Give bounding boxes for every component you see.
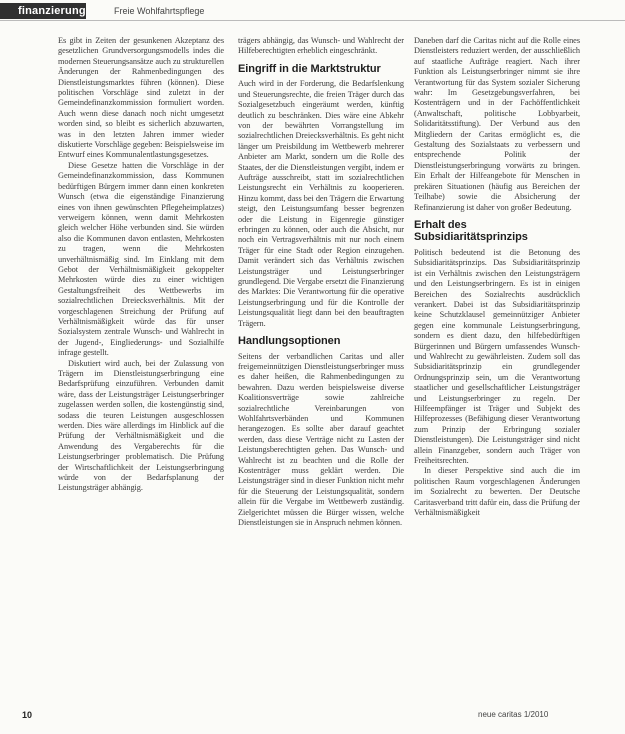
paragraph: Seitens der verbandlichen Caritas und aller freigemeinnützigen Dienstleistungserbringer muss es daher heißen, die Rahmenbedingungen zu bewahren. Dazu werden beispielsweise diverse Koalitionsverträge sowie zahlreiche sozialrechtliche Vereinbarungen von Wohlfahrtsverbänden und Kommunen herangezogen. Es sollte aber darauf geachtet werden, dass diese Verträge nicht zu Lasten der Leistungsberechtigten gehen. Das Wunsch- und Wahlrecht ist zu beachten und die Rolle der Kostenträger muss geklärt werden. Die Leistungsträger sind in dieser Funktion nicht mehr für die Steuerung der Leistungsqualität, sondern allein für die Vergabe im Wettbewerb zuständig. Zielgerichtet müssen die Bürger wissen, welche Dienstleistungen sie in Anspruch nehmen können. — [238, 351, 404, 528]
text-column-3 — [414, 36, 580, 518]
paragraph: In dieser Perspektive sind auch die im politischen Raum vorgeschlagenen Änderungen im Sozialrecht zu bewerten. Der Deutsche Caritasverband tritt dafür ein, dass die Prüfung der Verhältnismäßigkeit — [414, 466, 580, 518]
paragraph: Diese Gesetze hatten die Vorschläge in der Gemeindefinanzkommission, dass Kommunen bedürftigen Bürgern immer dann einen konkreten Wunsch (etwa die eigenständige Finanzierung eines von ihnen gewünschten Pflegeheimplatzes) verweigern können, wenn damit Mehrkosten gleich welcher Höhe verbunden sind. Sie würden also die Kommunen davon entlasten, Mehrkosten zu tragen, wenn die Mehrkosten unverhältnismäßig sind. Im Einklang mit dem Gebot der Verhältnismäßigkeit gekoppelter Mehrkosten würde dies zu einer wichtigen Gestaltungsfreiheit des Wettbewerbs im sozialrechtlichen Dreiecksverhältnis. Mit der vorgeschlagenen Streichung der Prüfung auf Verhältnismäßigkeit würde das für unser Sozialsystem zentrale Wunsch- und Wahlrecht in der Jugend-, Eingliederungs- und Sozialhilfe infrage gestellt. — [58, 160, 224, 358]
paragraph: Es gibt in Zeiten der gesunkenen Akzeptanz des gesetzlichen Grundversorgungsmodells indes die modernen Steuerungsansätze auch zu strukturellen Änderungen der Rahmenbedingungen des Dienstleistungsmarktes führen (können). Diese politischen Vorschläge sind zuletzt in der Gemeindefinanzkommission formuliert worden. Auch wenn diese danach noch nicht umgesetzt worden sind, so bleibt es sicherlich abzuwarten, was in den letzten Jahren immer wieder diskutierte Vorschläge gegeben: Beispielsweise im Entwurf eines Kommunalentlastungsgesetzes. — [58, 36, 224, 160]
header-divider — [0, 20, 625, 21]
page-footer — [0, 710, 625, 726]
paragraph: Daneben darf die Caritas nicht auf die Rolle eines Dienstleisters reduziert werden, der ausschließlich auf staatliche Aufträge reagiert. Nach ihrer Funktion als Leistungserbringer nimmt sie ihre Verantwortung für das System sozialer Sicherung wahr: Im Gesetzgebungsverfahren, bei Kostenträgern und in der Fachöffentlichkeit (Anwaltschaft, politische Lobbyarbeit, Solidaritätsstiftung). Der Verbund aus den Mitgliedern der Caritas ermöglicht es, die Gestaltung des Sozialstaats zu verbessern und entsprechende Politik der Dienstleistungserbringung vorwärts zu bringen. Ein Erhalt der Hilfeangebote für Menschen in prekären Situationen (häufig aus Bereichen der Teilhabe) sowie die Absicherung der Refinanzierung ist daher von großer Bedeutung. — [414, 36, 580, 212]
paragraph: Politisch bedeutend ist die Betonung des Subsidiaritätsprinzips. Das Subsidiaritätsprinzip ist ein Verhältnis zwischen den Leistungsträgern und den Leistungserbringern. Es ist in einigen Bereichen des Sozialrechts ausdrücklich verankert. Dabei ist das Subsidiaritätsprinzip keine Schutzklausel gemeinnütziger Anbieter gegen eine kommunale Leistungserbringung, sondern es dient dazu, den hilfebedürftigen Bürgerinnen und Bürgern umfassendes Wunsch- und Wahlrecht zu gewährleisten. Zudem soll das Subsidiaritätsprinzip ein grundlegender Ordnungsprinzip sein, um die Verantwortung staatlicher und gesellschaftlicher Leistungsträger und Leistungserbringer zu regeln. Der Hilfeempfänger ist Träger und Subjekt des Hilfeprozesses (Befähigung dieser Verantwortung zum Prinzip der Erbringung sozialer Dienstleistungen). Die Leistungsträger sind nicht allein Finanzgeber, sondern auch Träger von Freiheitsrechten. — [414, 247, 580, 466]
section-heading: Erhalt des Subsidiaritätsprinzips — [414, 218, 528, 244]
section-heading: Eingriff in die Marktstruktur — [238, 62, 381, 75]
issue-number: 1/2010 — [523, 710, 549, 719]
magazine-name: neue caritas — [478, 710, 522, 719]
section-tab: finanzierung — [0, 3, 86, 19]
paragraph: Diskutiert wird auch, bei der Zulassung von Trägern im Dienstleistungserbringung eine Bedarfsprüfung einzuführen. Verbunden damit wäre, dass der Leistungsträger Leistungserbringer zugelassen werden sollen, die kostengünstig sind, sodass die teuren Leistungen ausgeschlossen werden. Dies wäre allerdings im Hinblick auf die Prüfung der Verhältnismäßigkeit und die Anwendung des Vergaberechts für die Leistungserbringer problematisch. Die Prüfung der Wirtschaftlichkeit der Leistungserbringung würde von der Bedarfsplanung der Leistungsträger abhängig. — [58, 358, 224, 493]
text-column-2 — [238, 36, 404, 528]
section-heading: Handlungsoptionen — [238, 335, 341, 348]
magazine-credit — [478, 710, 548, 719]
page-header — [0, 2, 625, 20]
page-number: 10 — [22, 710, 33, 720]
paragraph: trägers abhängig, das Wunsch- und Wahlrecht der Hilfeberechtigten erheblich eingeschränkt. — [238, 36, 404, 56]
text-column-1 — [58, 36, 224, 494]
paragraph: Auch wird in der Forderung, die Bedarfslenkung und Steuerungsrechte, die freien Träger durch das Sozialgesetzbuch eingeräumt werden, künftig deutlich zu beschränken. Dies wäre eine Abkehr von der bewährten Vorrangstellung im sozialrechtlichen Dreiecksverhältnis. Es geht nicht länger um Preisbildung im Wettbewerb mehrerer Anbieter am Markt, sondern um die Rolle des Staates, der die Dienstleistungen vergibt, indem er Aufträge ausschreibt, statt im sozialrechtlichen Leistungsrecht ein Verhältnis zu kooperieren. Hinzu kommt, dass bei den Trägern die Erwartung steigt, den Leistungsumfang besser begrenzen oder die Leistung in Eigenregie günstiger erbringen zu können, oder auch die Absicht, nur noch ein Vertragsverhältnis mit nur noch einem Träger für eine Stadt oder Region einzugehen. Damit verändert sich das Verhältnis zwischen Leistungsträger und Leistungserbringer grundlegend. Die Vergabe ersetzt die Finanzierung des Marktes: Die Verantwortung für die operative Leistungserbringung und für die Kontrolle der Leistungsqualität liegt dann bei den beauftragten Trägern. — [238, 79, 404, 328]
section-subtitle: Freie Wohlfahrtspflege — [114, 6, 205, 16]
